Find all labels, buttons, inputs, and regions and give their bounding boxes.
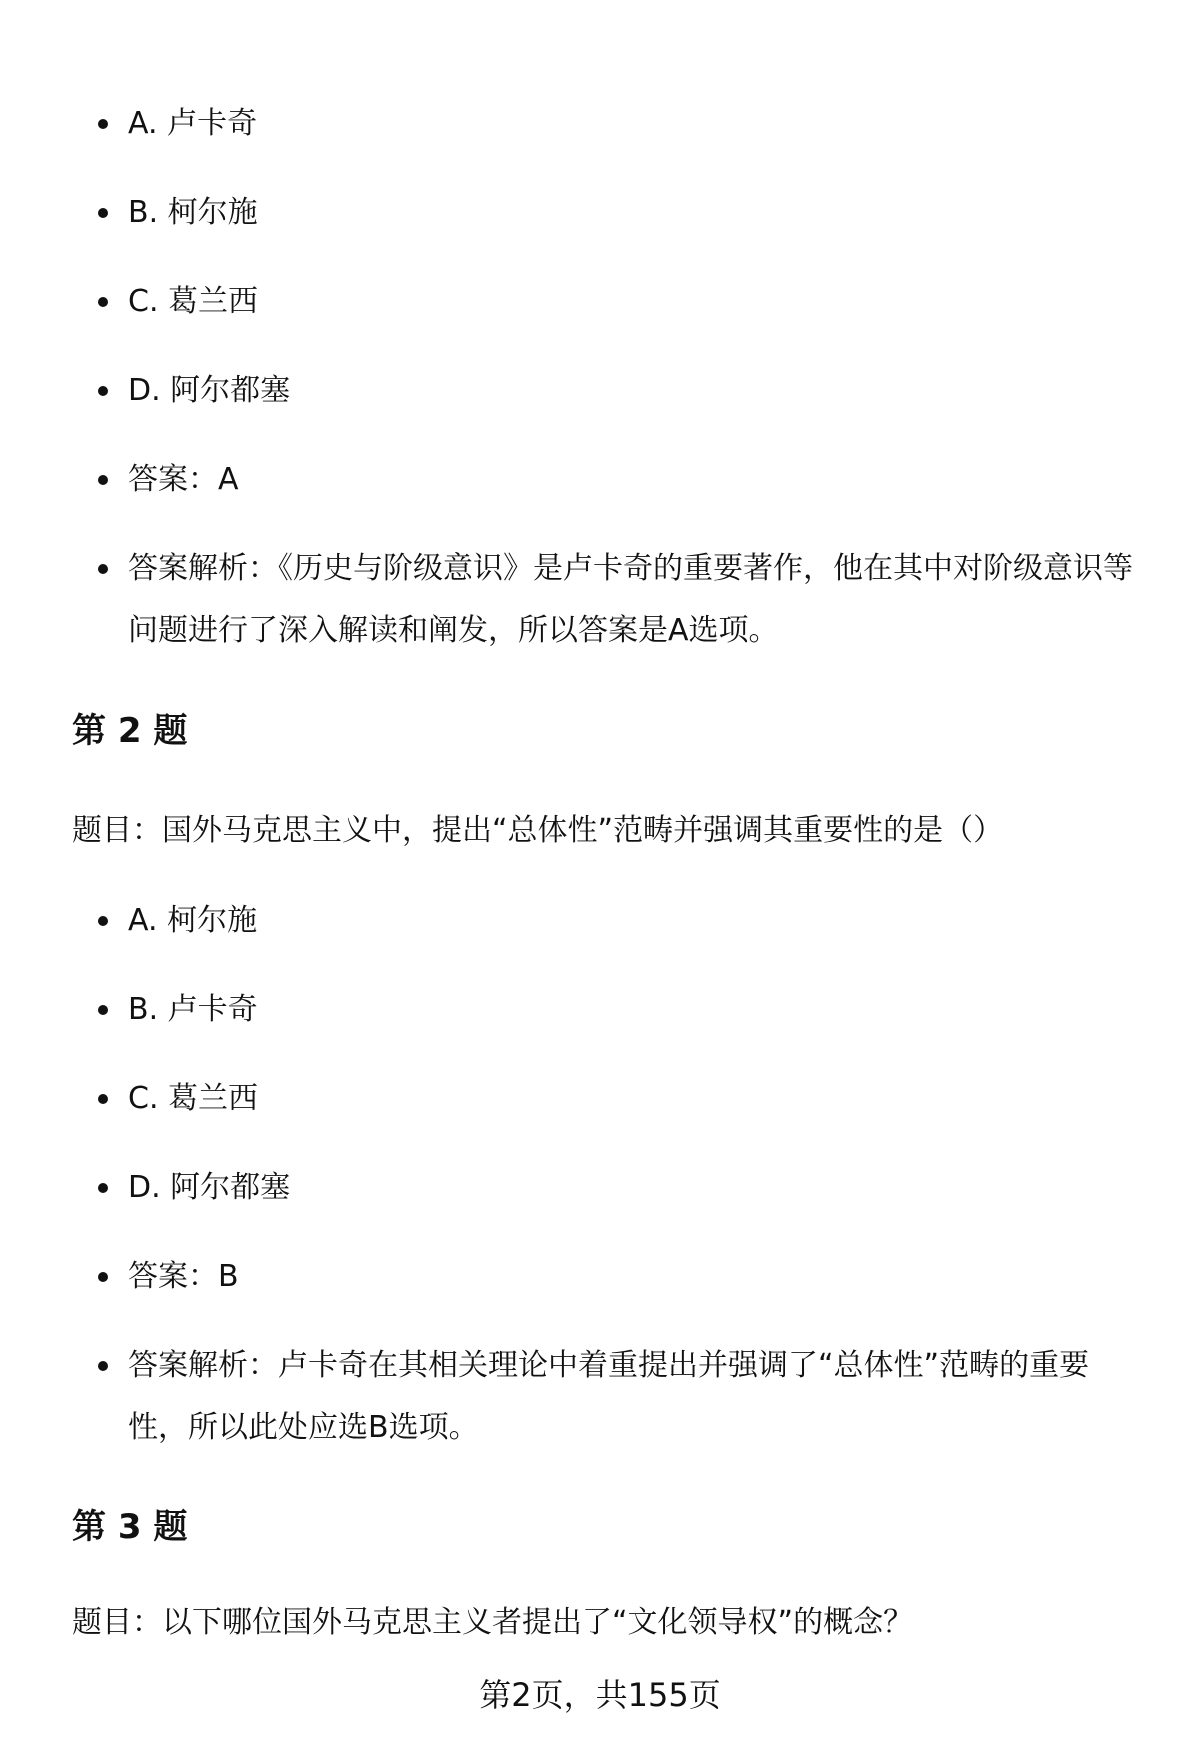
- bullet: [98, 208, 108, 218]
- bullet: [98, 1005, 108, 1015]
- list-item: [0, 1157, 1200, 1219]
- q1-option-a: A. 卢卡奇: [128, 106, 258, 141]
- list-item: [0, 271, 1200, 333]
- list-item: [0, 1335, 1200, 1459]
- question-2-text: 题目：国外马克思主义中，提出“总体性”范畴并强调其重要性的是（）: [72, 813, 1004, 848]
- q2-answer: 答案：B: [128, 1259, 239, 1294]
- list-item: [0, 979, 1200, 1041]
- bullet: [98, 1361, 108, 1371]
- list-item: [0, 449, 1200, 511]
- q1-option-b: B. 柯尔施: [128, 195, 258, 230]
- q2-option-a: A. 柯尔施: [128, 903, 258, 938]
- q1-option-list: [0, 93, 1200, 662]
- bullet: [98, 475, 108, 485]
- list-item: [0, 93, 1200, 155]
- bullet: [98, 1183, 108, 1193]
- bullet: [98, 386, 108, 396]
- q1-answer: 答案：A: [128, 462, 239, 497]
- question-2-heading: 第 2 题: [72, 711, 188, 751]
- bullet: [98, 1094, 108, 1104]
- q1-option-c: C. 葛兰西: [128, 284, 259, 319]
- bullet: [98, 1272, 108, 1282]
- q2-option-list: [0, 890, 1200, 1459]
- list-item: [0, 1246, 1200, 1308]
- q2-option-b: B. 卢卡奇: [128, 992, 258, 1027]
- q2-option-d: D. 阿尔都塞: [128, 1170, 291, 1205]
- question-3-text: 题目：以下哪位国外马克思主义者提出了“文化领导权”的概念？: [72, 1605, 914, 1640]
- list-item: [0, 360, 1200, 422]
- question-3-heading: 第 3 题: [72, 1507, 188, 1547]
- bullet: [98, 564, 108, 574]
- q2-analysis: 答案解析：卢卡奇在其相关理论中着重提出并强调了“总体性”范畴的重要性，所以此处应选B选项。: [128, 1348, 1090, 1445]
- q1-analysis: 答案解析：《历史与阶级意识》是卢卡奇的重要著作，他在其中对阶级意识等问题进行了深入解读和阐发，所以答案是A选项。: [128, 551, 1133, 648]
- q2-option-c: C. 葛兰西: [128, 1081, 259, 1116]
- bullet: [98, 297, 108, 307]
- list-item: [0, 538, 1200, 662]
- q1-option-d: D. 阿尔都塞: [128, 373, 291, 408]
- list-item: [0, 182, 1200, 244]
- list-item: [0, 1068, 1200, 1130]
- list-item: [0, 890, 1200, 952]
- page-number-footer: 第2页，共155页: [479, 1676, 721, 1714]
- bullet: [98, 916, 108, 926]
- bullet: [98, 119, 108, 129]
